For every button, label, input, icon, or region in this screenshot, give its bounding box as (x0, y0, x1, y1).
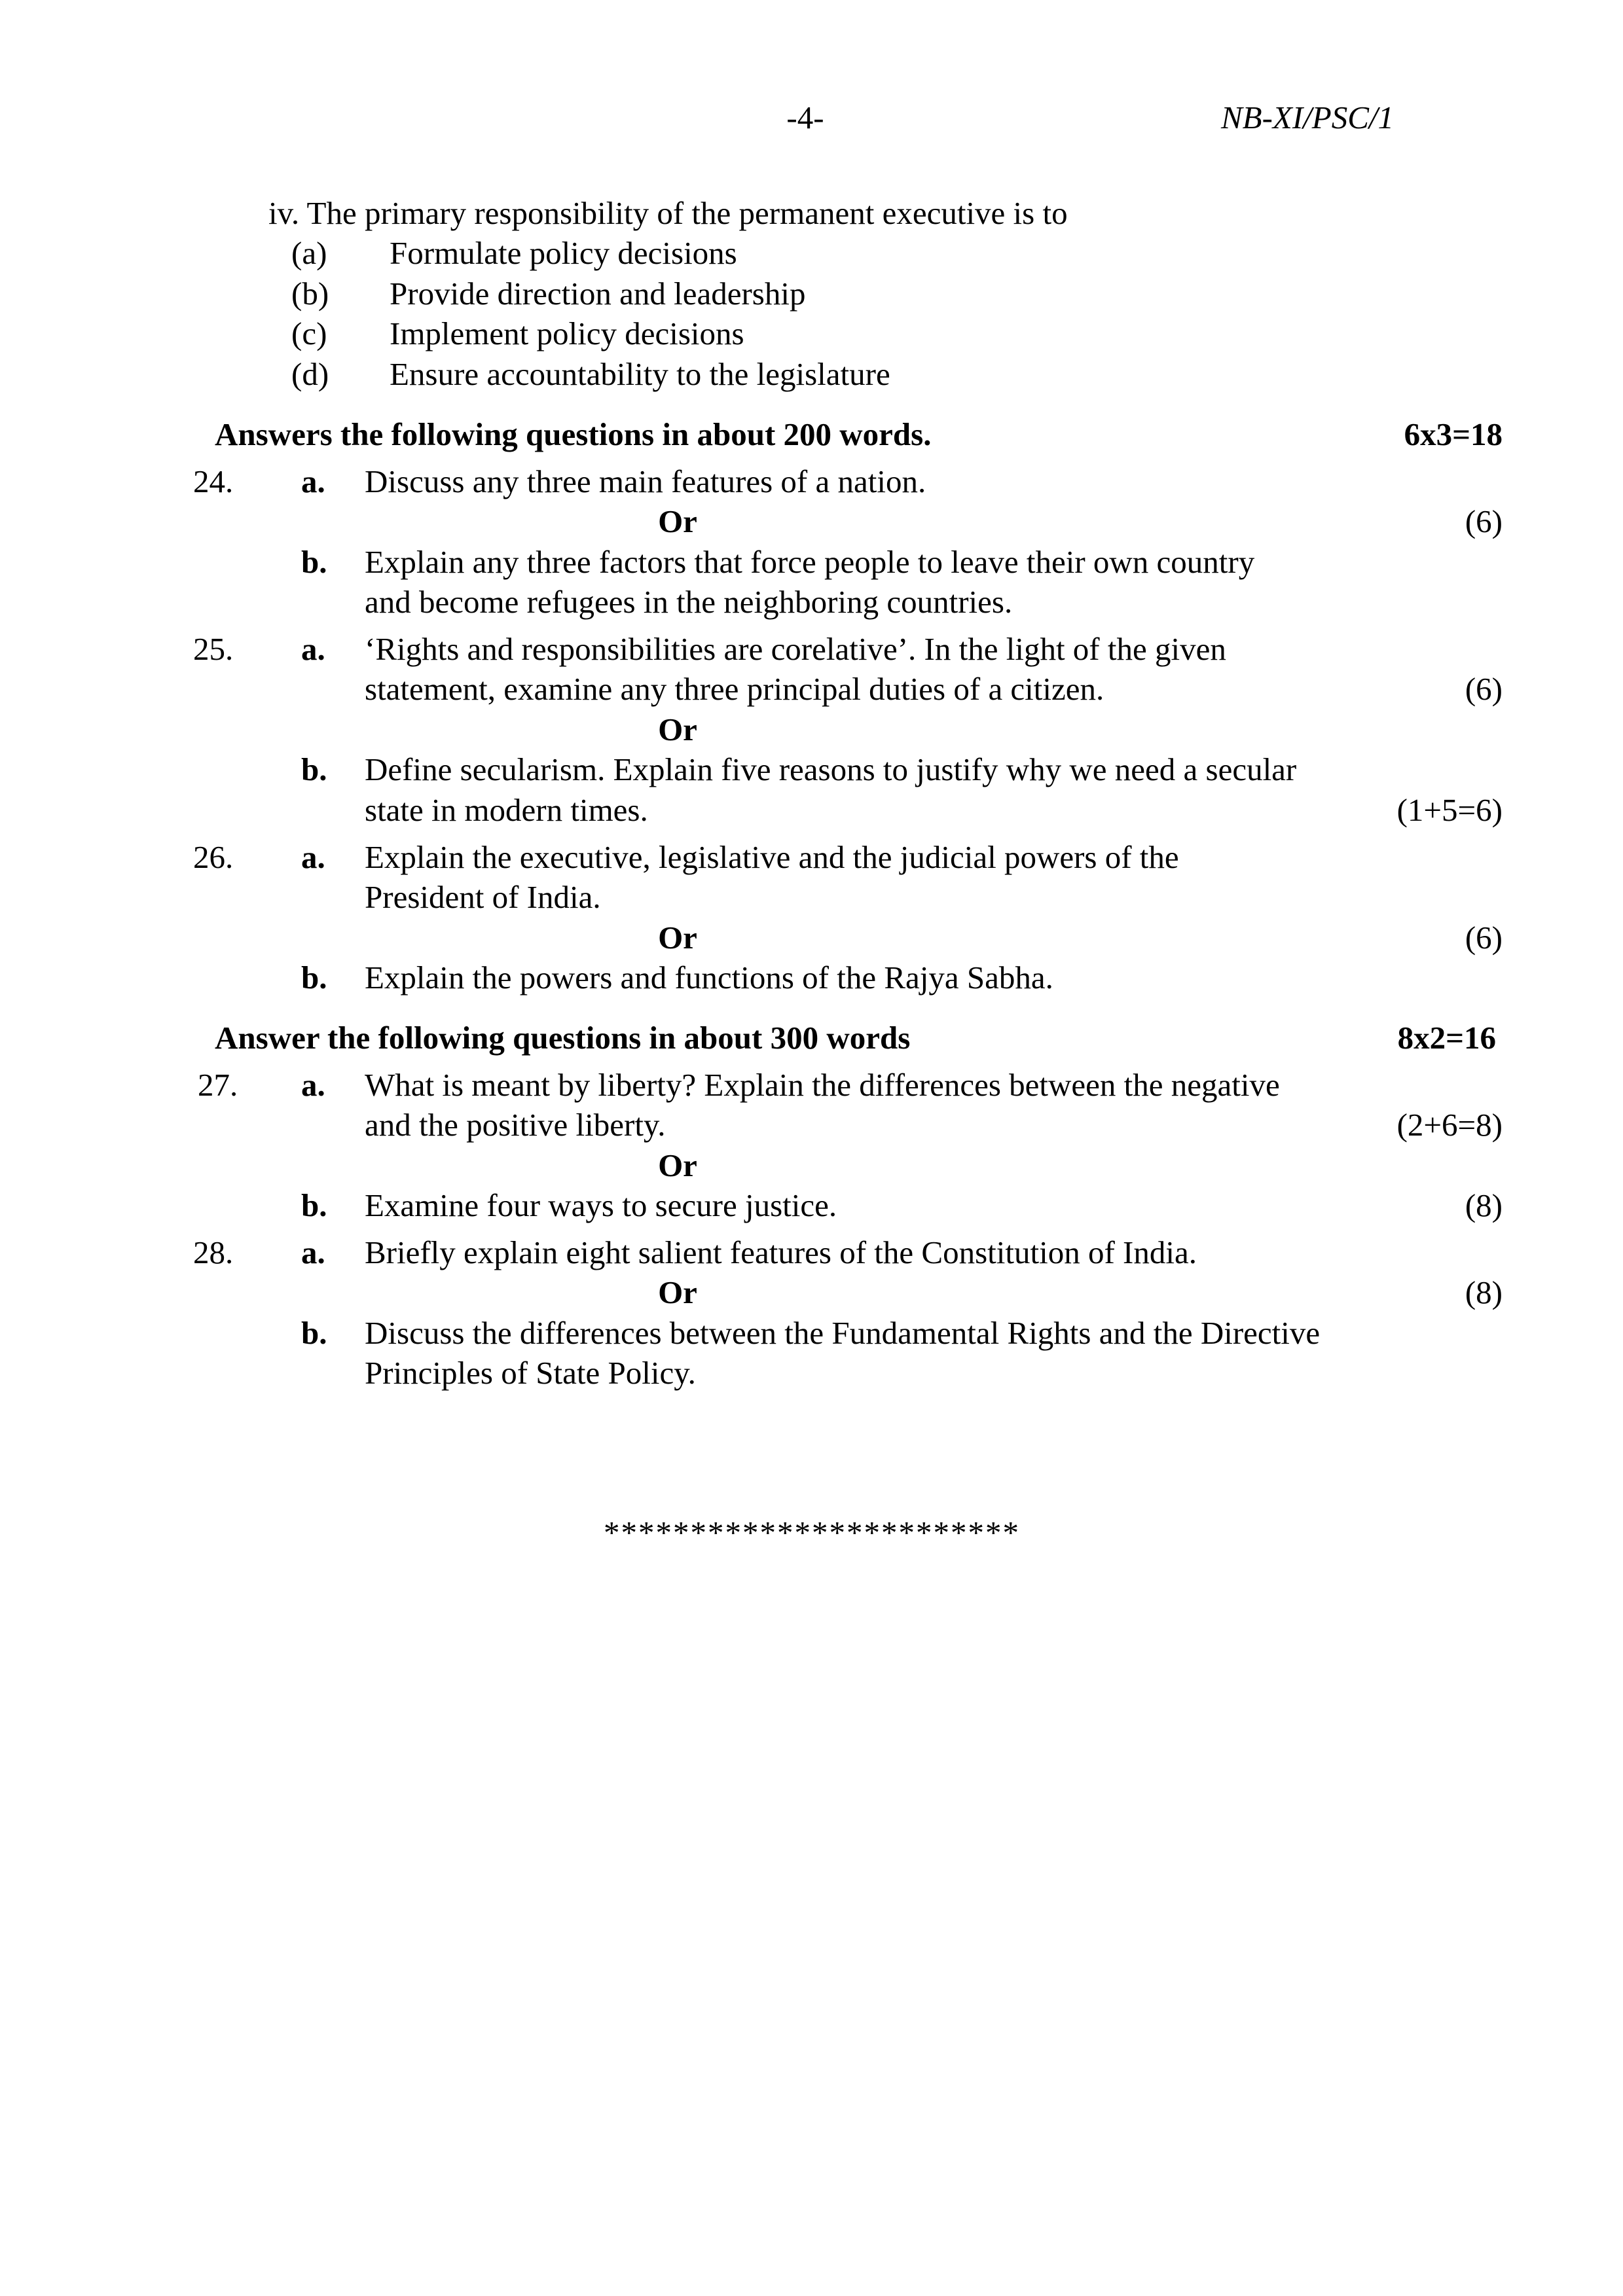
mcq-option-label: (d) (291, 356, 329, 392)
section-heading: Answer the following questions in about 300 words (215, 1020, 911, 1056)
option-label: a. (301, 631, 325, 667)
question-text: statement, examine any three principal duties of a citizen. (365, 671, 1104, 707)
question-text: Explain the powers and functions of the Rajya Sabha. (365, 960, 1053, 996)
question-marks: (6) (1465, 503, 1503, 539)
option-label: b. (301, 751, 327, 787)
question-text: Discuss any three main features of a nation. (365, 463, 926, 499)
question-text: Principles of State Policy. (365, 1355, 696, 1391)
page-number: -4- (786, 99, 824, 135)
question-number: 26. (193, 839, 234, 875)
question-number: 25. (193, 631, 234, 667)
question-text: Define secularism. Explain five reasons to justify why we need a secular (365, 751, 1297, 787)
paper-code: NB-XI/PSC/1 (1221, 99, 1395, 135)
mcq-option-label: (c) (291, 315, 327, 351)
question-text: state in modern times. (365, 792, 648, 828)
or-separator: Or (658, 711, 697, 747)
mcq-stem: iv. The primary responsibility of the permanent executive is to (268, 195, 1068, 231)
mcq-option-text: Ensure accountability to the legislature (390, 356, 890, 392)
question-marks: (6) (1465, 671, 1503, 707)
question-text: Explain the executive, legislative and the judicial powers of the (365, 839, 1179, 875)
or-separator: Or (658, 920, 697, 956)
option-label: b. (301, 1187, 327, 1223)
mcq-option-text: Formulate policy decisions (390, 235, 737, 271)
or-separator: Or (658, 1274, 697, 1310)
option-label: a. (301, 839, 325, 875)
question-text: and the positive liberty. (365, 1107, 666, 1143)
question-marks: (8) (1465, 1187, 1503, 1223)
question-marks: (2+6=8) (1396, 1107, 1503, 1143)
question-text: Explain any three factors that force people to leave their own country (365, 544, 1255, 580)
question-text: What is meant by liberty? Explain the differences between the negative (365, 1067, 1280, 1103)
question-number: 28. (193, 1234, 234, 1270)
question-marks: (6) (1465, 920, 1503, 956)
option-label: b. (301, 1315, 327, 1351)
option-label: b. (301, 960, 327, 996)
mcq-option-label: (a) (291, 235, 327, 271)
option-label: b. (301, 544, 327, 580)
section-marks: 6x3=18 (1404, 416, 1503, 452)
question-text: and become refugees in the neighboring countries. (365, 584, 1013, 620)
question-text: Examine four ways to secure justice. (365, 1187, 837, 1223)
question-number: 24. (193, 463, 234, 499)
end-marker: ************************ (604, 1515, 1020, 1551)
question-marks: (1+5=6) (1396, 792, 1503, 828)
option-label: a. (301, 1234, 325, 1270)
question-text: President of India. (365, 879, 601, 915)
or-separator: Or (658, 1147, 697, 1183)
option-label: a. (301, 463, 325, 499)
mcq-option-text: Implement policy decisions (390, 315, 744, 351)
section-marks: 8x2=16 (1397, 1020, 1496, 1056)
question-text: Briefly explain eight salient features of the Constitution of India. (365, 1234, 1197, 1270)
question-text: Discuss the differences between the Fundamental Rights and the Directive (365, 1315, 1321, 1351)
question-number: 27. (198, 1067, 238, 1103)
mcq-option-label: (b) (291, 276, 329, 312)
question-text: ‘Rights and responsibilities are corelative’. In the light of the given (365, 631, 1226, 667)
option-label: a. (301, 1067, 325, 1103)
mcq-option-text: Provide direction and leadership (390, 276, 806, 312)
section-heading: Answers the following questions in about 200 words. (215, 416, 932, 452)
or-separator: Or (658, 503, 697, 539)
question-marks: (8) (1465, 1274, 1503, 1310)
